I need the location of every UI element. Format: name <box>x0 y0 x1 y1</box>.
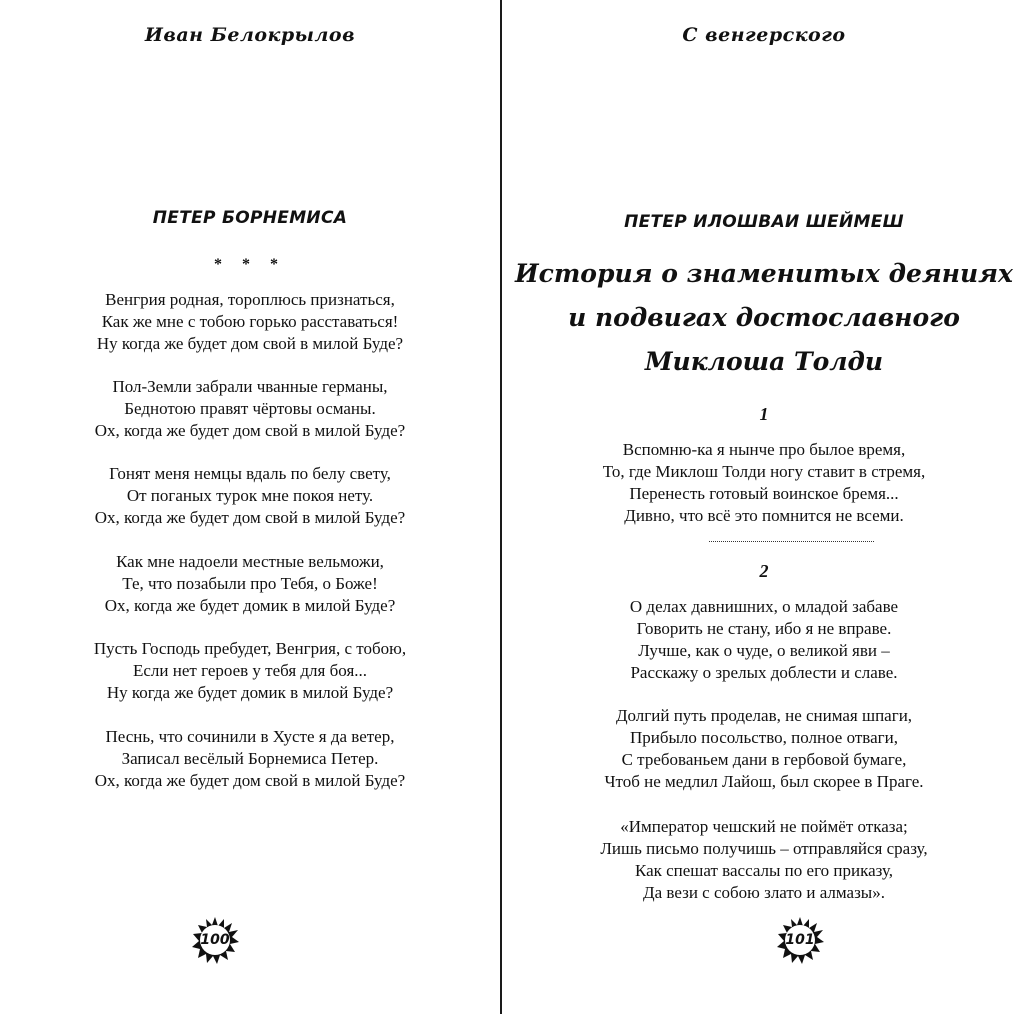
verse-line: То, где Миклош Толди ногу ставит в стремя, <box>602 462 926 481</box>
verse-line: Ну когда же будет домик в милой Буде? <box>106 683 394 702</box>
left-stanza-2 <box>0 376 500 442</box>
verse-line: Дивно, что всё это помнится не всеми. <box>624 506 904 525</box>
poem-title-line: История о знаменитых деяниях <box>515 259 1013 288</box>
verse-line: Пол-Земли забрали чванные германы, <box>112 377 388 396</box>
right-page <box>504 0 1024 1014</box>
poem-title <box>504 252 1024 384</box>
verse-line: Вспомню-ка я нынче про былое время, <box>622 440 906 459</box>
section-divider <box>709 541 874 542</box>
right-author-heading: ПЕТЕР ИЛОШВАИ ШЕЙМЕШ <box>624 212 904 232</box>
verse-line: Те, что позабыли про Тебя, о Боже! <box>122 574 378 593</box>
verse-line: О делах давнишних, о младой забаве <box>629 597 899 616</box>
verse-line: От поганых турок мне покоя нету. <box>126 486 374 505</box>
right-page-number-ornament <box>776 916 824 964</box>
verse-line: Беднотою правят чёртовы османы. <box>124 399 376 418</box>
verse-line: Ну когда же будет дом свой в милой Буде? <box>96 334 404 353</box>
section-number-2: 2 <box>759 561 769 581</box>
verse-line: Да вези с собою злато и алмазы». <box>643 883 885 902</box>
left-author-heading: ПЕТЕР БОРНЕМИСА <box>152 208 348 228</box>
verse-line: Ох, когда же будет дом свой в милой Буде? <box>94 508 406 527</box>
right-stanza-3 <box>504 705 1024 793</box>
verse-line: «Император чешский не поймёт отказа; <box>620 817 908 836</box>
verse-line: Как спешат вассалы по его приказу, <box>634 861 894 880</box>
verse-line: Как же мне с тобою горько расставаться! <box>101 312 399 331</box>
verse-line: Если нет героев у тебя для боя... <box>132 661 368 680</box>
poem-title-line: и подвигах достославного <box>568 303 960 332</box>
left-stanza-3 <box>0 463 500 529</box>
page-number: 100 <box>200 932 230 948</box>
right-stanza-2 <box>504 596 1024 684</box>
verse-line: Как мне надоели местные вельможи, <box>116 552 384 571</box>
verse-line: С требованьем дани в гербовой бумаге, <box>621 750 907 769</box>
verse-line: Записал весёлый Борнемиса Петер. <box>121 749 379 768</box>
right-stanza-1 <box>504 439 1024 527</box>
left-stanza-5 <box>0 638 500 704</box>
verse-line: Расскажу о зрелых доблести и славе. <box>630 663 898 682</box>
verse-line: Лишь письмо получишь – отправляйся сразу, <box>600 839 928 858</box>
left-stanza-6 <box>0 726 500 792</box>
verse-line: Песнь, что сочинили в Хусте я да ветер, <box>105 727 395 746</box>
verse-line: Долгий путь проделав, не снимая шпаги, <box>615 706 913 725</box>
verse-line: Говорить не стану, ибо я не вправе. <box>636 619 892 638</box>
page-number: 101 <box>785 932 815 948</box>
left-running-head: Иван Белокрылов <box>144 24 356 46</box>
book-spine-divider <box>500 0 502 1014</box>
left-page-number-ornament <box>191 916 239 964</box>
verse-line: Ох, когда же будет дом свой в милой Буде? <box>94 421 406 440</box>
verse-line: Пусть Господь пребудет, Венгрия, с тобою, <box>93 639 407 658</box>
section-number-1: 1 <box>759 404 769 424</box>
verse-line: Гонят меня немцы вдаль по белу свету, <box>109 464 391 483</box>
right-stanza-4 <box>504 816 1024 904</box>
verse-line: Венгрия родная, тороплюсь признаться, <box>105 290 395 309</box>
verse-line: Прибыло посольство, полное отваги, <box>630 728 898 747</box>
left-page <box>0 0 500 1014</box>
verse-line: Ох, когда же будет дом свой в милой Буде? <box>94 771 406 790</box>
right-running-head: С венгерского <box>682 24 846 46</box>
left-stanza-4 <box>0 551 500 617</box>
verse-line: Чтоб не медлил Лайош, был скорее в Праге. <box>604 772 924 791</box>
verse-line: Ох, когда же будет домик в милой Буде? <box>104 596 396 615</box>
left-stanza-1 <box>0 289 500 355</box>
verse-line: Лучше, как о чуде, о великой яви – <box>638 641 890 660</box>
asterism-separator: * * * <box>214 256 286 273</box>
poem-title-line: Миклоша Толди <box>644 347 884 376</box>
verse-line: Перенесть готовый воинское бремя... <box>629 484 899 503</box>
